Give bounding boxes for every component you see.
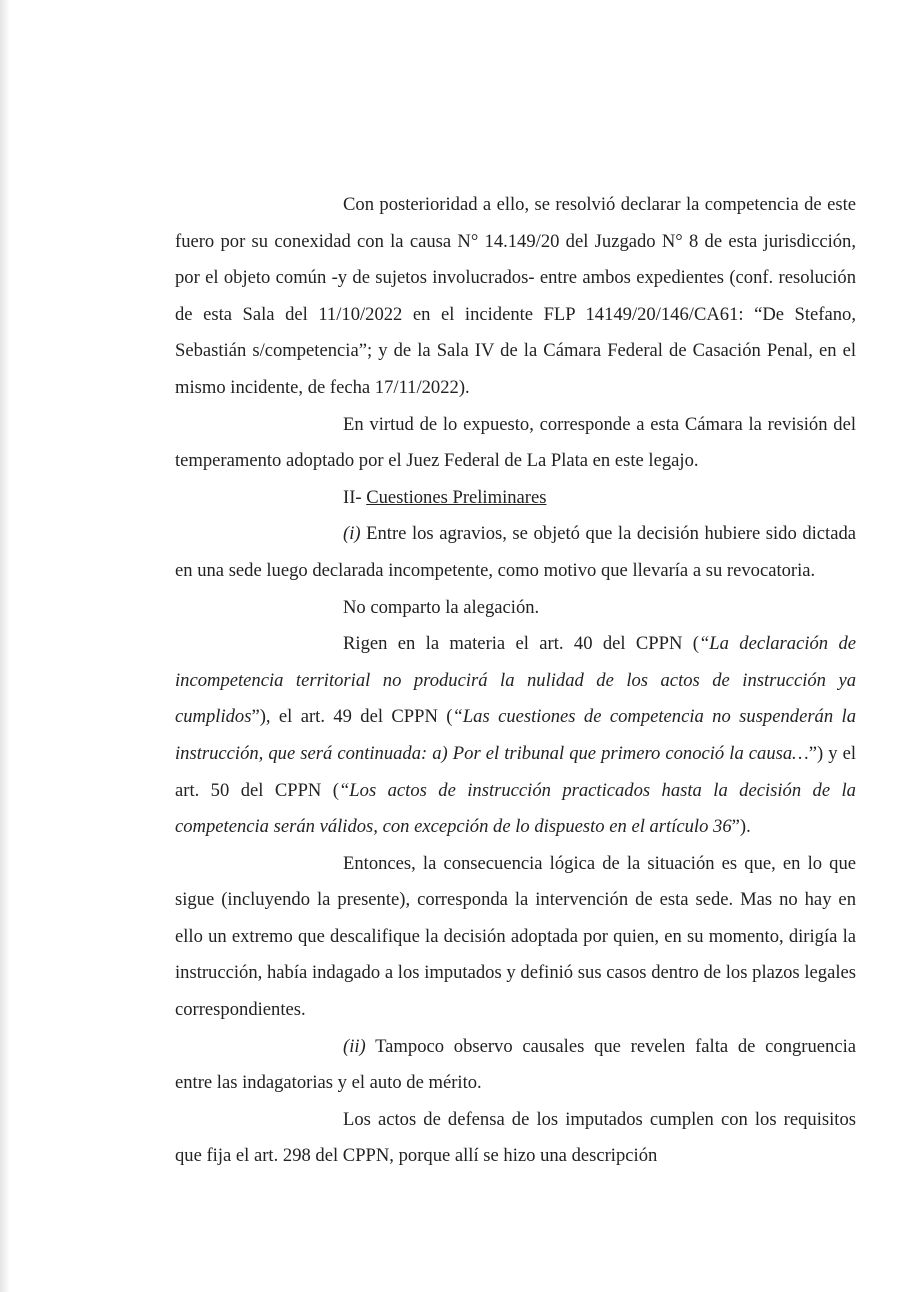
rules-text-3: ”) y el art. 50 del CPPN (	[175, 742, 856, 801]
rules-quote-art50: “Los actos de instrucción practicados hasta la decisión de la competencia serán válidos, con excepción de lo dispuesto en el artículo 36	[175, 779, 856, 838]
paragraph-defense: Los actos de defensa de los imputados cumplen con los requisitos que fija el art. 298 del CPPN, porque allí se hizo una descripción	[175, 1108, 856, 1167]
paragraph-point-i	[175, 516, 856, 589]
point-i-text: Entre los agravios, se objetó que la decisión hubiere sido dictada en una sede luego declarada incompetente, como motivo que llevaría a su revocatoria.	[175, 523, 857, 581]
paragraph-point-ii	[175, 1029, 856, 1102]
point-i-label: (i)	[343, 523, 361, 545]
section-number: II-	[343, 486, 362, 508]
paragraph-rules	[175, 626, 856, 846]
point-ii-text: Tampoco observo causales que revelen falta de congruencia entre las indagatorias y el auto de mérito.	[175, 1035, 857, 1094]
rules-quote-art40: “La declaración de incompetencia territorial no producirá la nulidad de los actos de instrucción ya cumplidos	[175, 633, 857, 728]
rules-quote-art49: “Las cuestiones de competencia no suspenderán la instrucción, que será continuada: a) Por el tribunal que primero conoció la causa…	[175, 706, 856, 764]
document-body	[175, 187, 856, 1175]
rules-text-1: Rigen en la materia el art. 40 del CPPN (	[343, 633, 699, 655]
point-ii-label: (ii)	[343, 1035, 366, 1057]
rules-text-2: ”), el art. 49 del CPPN (	[251, 706, 453, 728]
paragraph-competence: Con posterioridad a ello, se resolvió declarar la competencia de este fuero por su conexidad con la causa N° 14.149/20 del Juzgado N° 8 de esta jurisdicción, por el objeto común -y de sujetos involucrados- entre ambos expedientes (conf. resolución de esta Sala del 11/10/2022 en el incidente FLP 14149/20/146/CA61: “De Stefano, Sebastián s/competencia”; y de la Sala IV de la Cámara Federal de Casación Penal, en el mismo incidente, de fecha 17/11/2022).	[175, 194, 856, 398]
rules-text-4: ”).	[731, 816, 751, 838]
section-heading	[175, 480, 856, 517]
section-title: Cuestiones Preliminares	[366, 486, 547, 508]
paragraph-consequence: Entonces, la consecuencia lógica de la situación es que, en lo que sigue (incluyendo la presente), corresponda la intervención de esta sede. Mas no hay en ello un extremo que descalifique la decisión adoptada por quien, en su momento, dirigía la instrucción, había indagado a los imputados y definió sus casos dentro de los plazos legales correspondientes.	[175, 852, 856, 1021]
paragraph-review: En virtud de lo expuesto, corresponde a esta Cámara la revisión del temperamento adoptado por el Juez Federal de La Plata en este legajo.	[175, 413, 856, 472]
paragraph-disagree: No comparto la alegación.	[343, 596, 540, 618]
page-edge-shadow	[0, 0, 10, 1292]
